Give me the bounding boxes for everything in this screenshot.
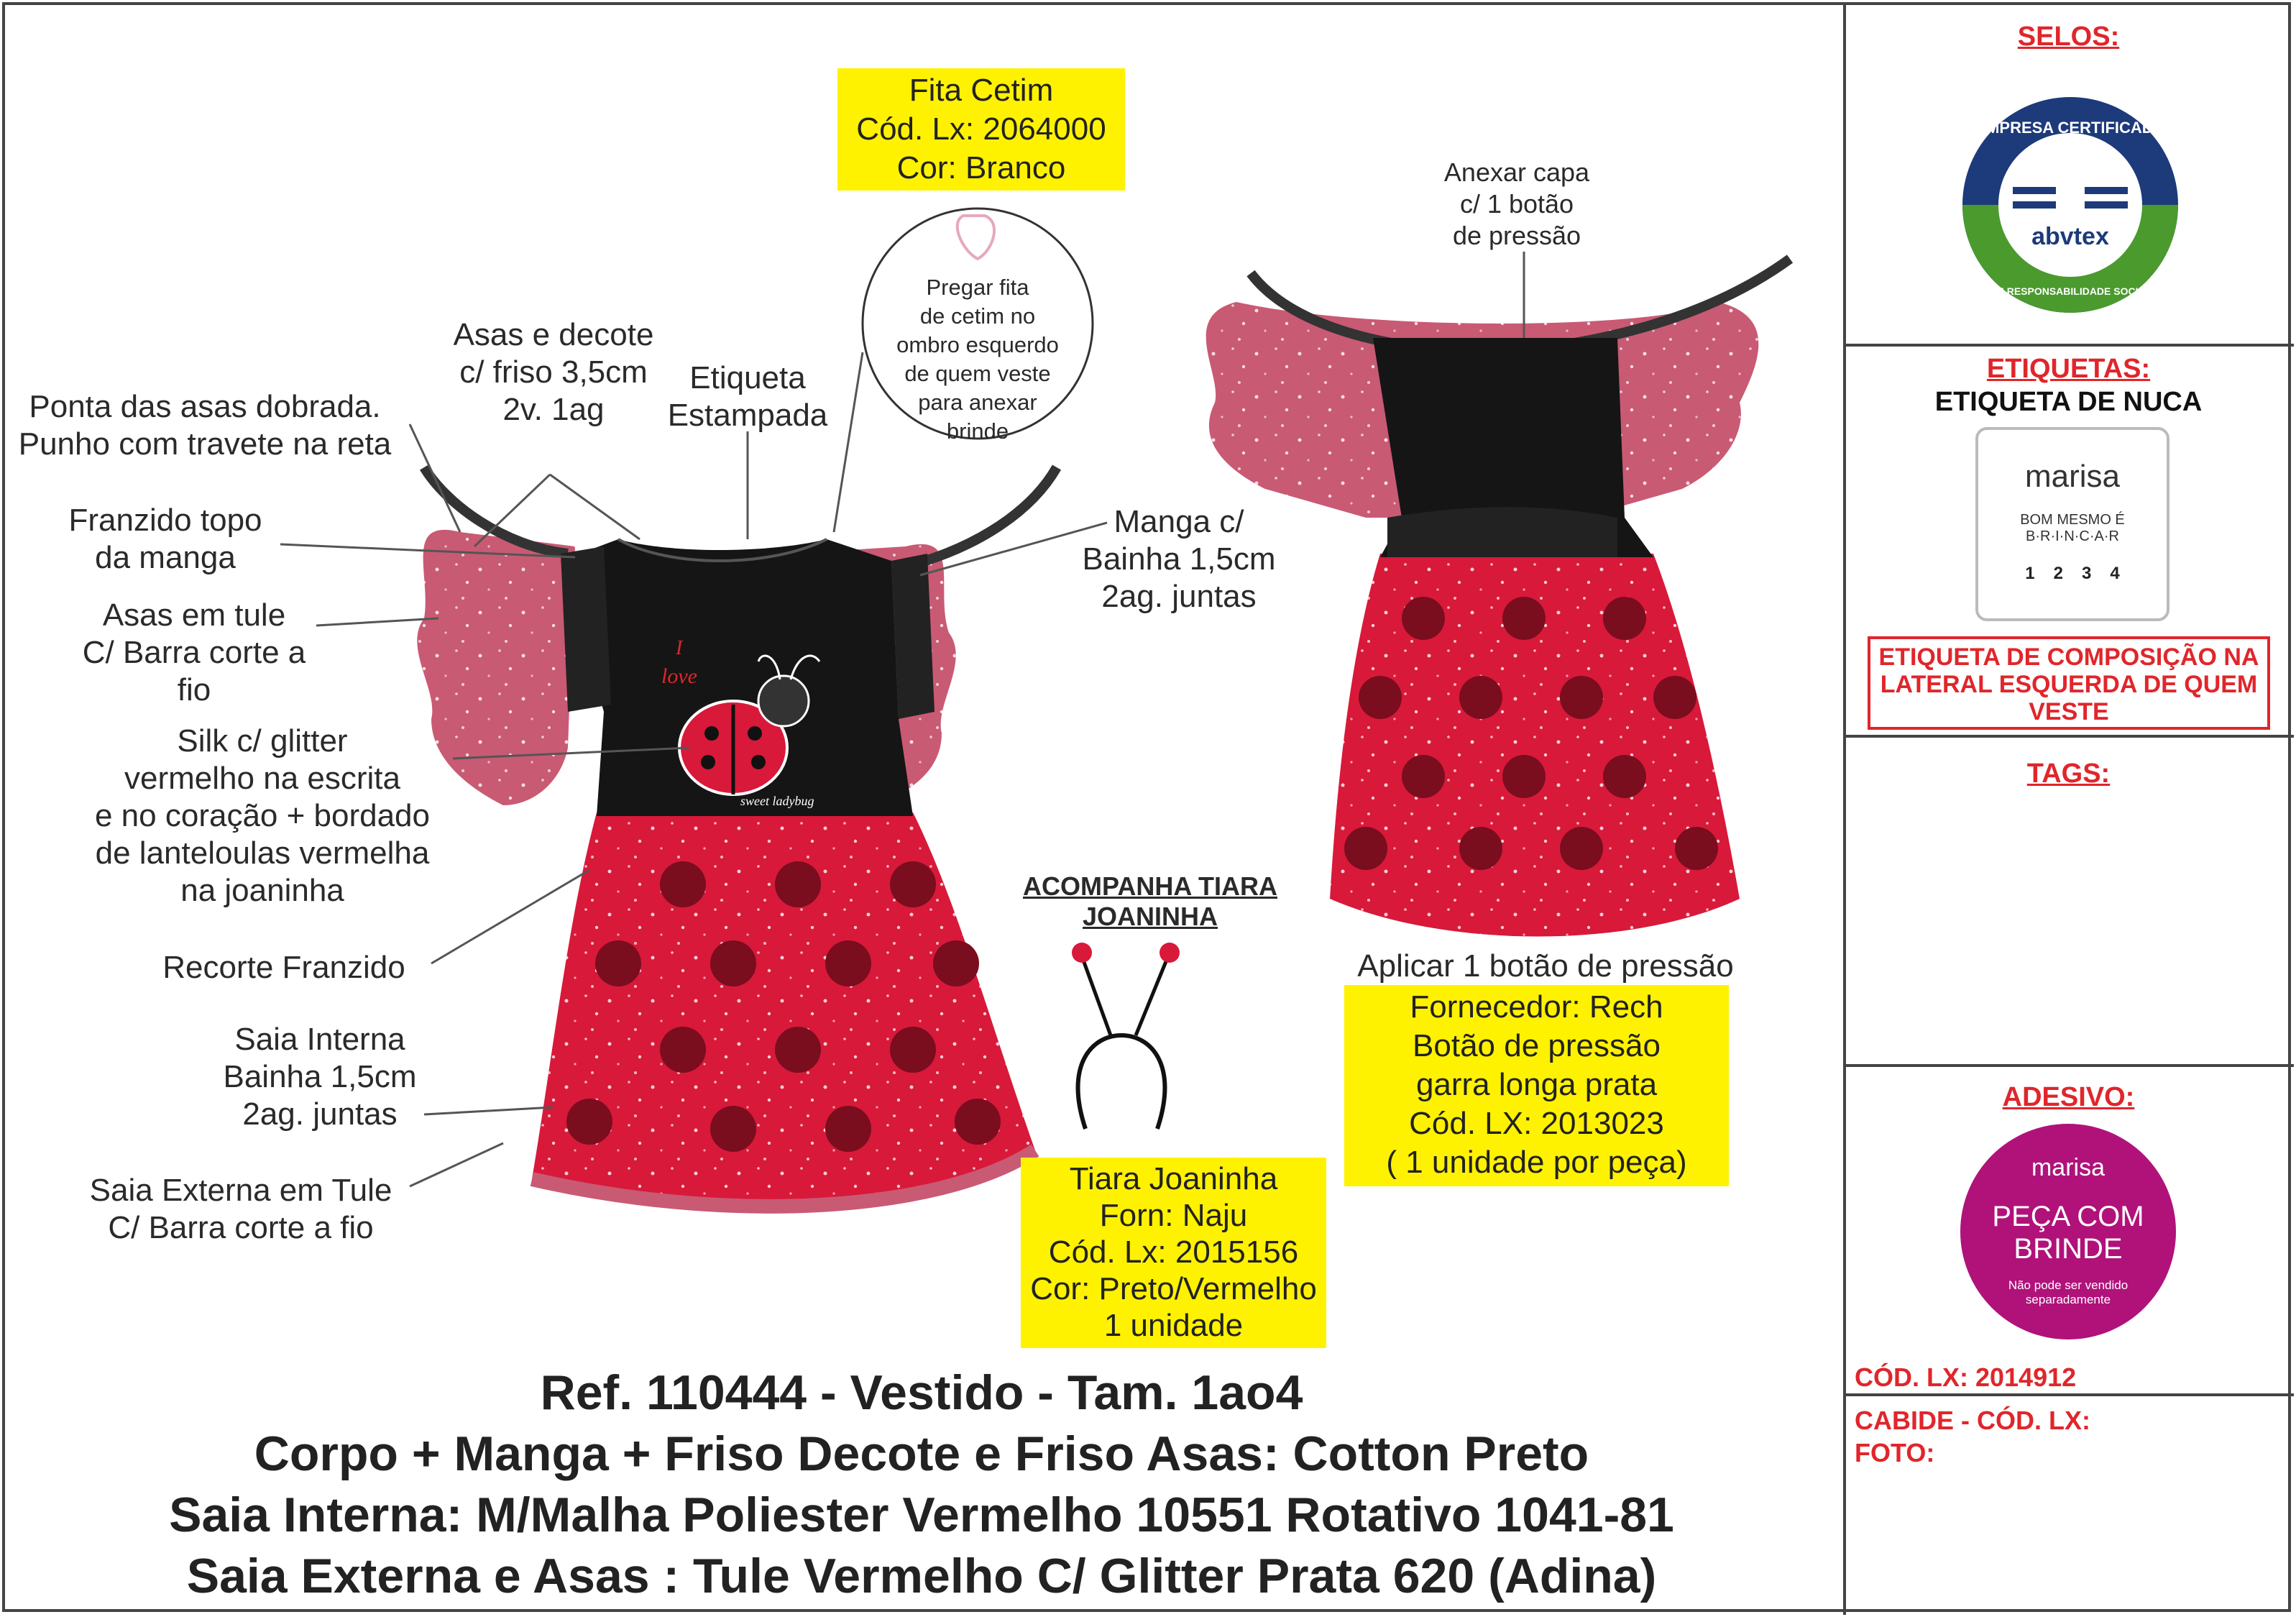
saia-interna-label: Saia Interna Bainha 1,5cm 2ag. juntas xyxy=(223,1022,417,1132)
acompanha-tiara-label: ACOMPANHA TIARA JOANINHA xyxy=(1023,871,1277,931)
adesivo-line1: PEÇA COM xyxy=(1992,1201,2144,1232)
asas-decote-label: Asas e decote c/ friso 3,5cm 2v. 1ag xyxy=(453,317,654,427)
etiquetas-title: ETIQUETAS: xyxy=(1986,354,2151,384)
size-4: 4 xyxy=(2110,564,2120,583)
sidebar-rule xyxy=(1843,1393,2294,1396)
adesivo-sticker xyxy=(1960,1124,2176,1339)
abvtex-name: abvtex xyxy=(2031,223,2109,250)
nuca-brand: marisa xyxy=(2024,459,2121,494)
nuca-line2: B·R·I·N·C·A·R xyxy=(2026,528,2119,544)
size-1: 1 xyxy=(2025,564,2035,583)
nuca-sizes xyxy=(1978,564,2167,584)
front-dress xyxy=(417,467,1057,1206)
manga-label: Manga c/ Bainha 1,5cm 2ag. juntas xyxy=(1082,504,1276,614)
print-love: love xyxy=(661,664,697,688)
print-sweet: sweet ladybug xyxy=(740,794,814,808)
ponta-asas-label: Ponta das asas dobrada. Punho com travete na reta xyxy=(18,389,392,462)
sidebar-rule xyxy=(1843,735,2294,738)
sidebar-rule xyxy=(1843,1064,2294,1067)
back-dress xyxy=(1206,259,1790,937)
cod-lx: CÓD. LX: 2014912 xyxy=(1855,1362,2077,1392)
recorte-label: Recorte Franzido xyxy=(162,950,405,985)
silk-label: Silk c/ glitter vermelho na escrita e no coração + bordado de lanteloulas vermelha na joaninha xyxy=(94,723,431,908)
adesivo-line2: BRINDE xyxy=(2013,1233,2123,1265)
abvtex-bottom: EM RESPONSABILIDADE SOCIAL xyxy=(1988,285,2152,297)
cabide: CABIDE - CÓD. LX: xyxy=(1855,1406,2090,1435)
sidebar-rule xyxy=(1843,344,2294,347)
sidebar-divider xyxy=(1843,2,1846,1615)
composicao-box: ETIQUETA DE COMPOSIÇÃO NA LATERAL ESQUERDA DE QUEM VESTE xyxy=(1868,636,2270,730)
franzido-topo-label: Franzido topo da manga xyxy=(68,503,262,575)
tiara-box: Tiara Joaninha Forn: Naju Cód. Lx: 2015156 Cor: Preto/Vermelho 1 unidade xyxy=(1021,1158,1326,1348)
adesivo-small1: Não pode ser vendido xyxy=(2008,1278,2129,1292)
foto: FOTO: xyxy=(1855,1438,1935,1467)
anexar-capa-label: Anexar capa c/ 1 botão de pressão xyxy=(1443,157,1590,250)
adesivo-small2: separadamente xyxy=(2025,1293,2111,1306)
headband xyxy=(1072,943,1180,1129)
saia-externa-line: Saia Externa e Asas : Tule Vermelho C/ Glitter Prata 620 (Adina) xyxy=(186,1549,1657,1603)
corpo-line: Corpo + Manga + Friso Decote e Friso Asas: Cotton Preto xyxy=(254,1426,1589,1481)
nuca-label xyxy=(1975,427,2169,621)
print-i: I xyxy=(676,637,683,659)
etiqueta-nuca-title: ETIQUETA DE NUCA xyxy=(1934,387,2203,417)
adesivo-brand: marisa xyxy=(2031,1154,2106,1181)
adesivo-title: ADESIVO: xyxy=(2002,1082,2135,1112)
saia-externa-label: Saia Externa em Tule C/ Barra corte a fio xyxy=(89,1173,392,1245)
ref-line: Ref. 110444 - Vestido - Tam. 1ao4 xyxy=(540,1365,1303,1420)
size-2: 2 xyxy=(2053,564,2063,583)
size-3: 3 xyxy=(2082,564,2092,583)
etiqueta-estampada-label: Etiqueta Estampada xyxy=(667,360,828,433)
pregar-fita-label: Pregar fita de cetim no ombro esquerdo de quem veste para anexar brinde xyxy=(896,275,1059,444)
abvtex-top: EMPRESA CERTIFICADA xyxy=(1975,119,2165,137)
fita-cetim-label: Fita Cetim Cód. Lx: 2064000 Cor: Branco xyxy=(837,68,1125,191)
abvtex-seal xyxy=(1955,90,2185,320)
tags-title: TAGS: xyxy=(2026,759,2111,789)
nuca-line1: BOM MESMO É xyxy=(2020,512,2125,528)
saia-interna-line: Saia Interna: M/Malha Poliester Vermelho 10551 Rotativo 1041-81 xyxy=(169,1488,1674,1542)
asas-tule-label: Asas em tule C/ Barra corte a fio xyxy=(82,597,306,707)
selos-title: SELOS: xyxy=(2017,22,2120,52)
fornecedor-box: Fornecedor: Rech Botão de pressão garra longa prata Cód. LX: 2013023 ( 1 unidade por peça) xyxy=(1344,985,1729,1186)
aplicar-botao-label: Aplicar 1 botão de pressão xyxy=(1357,948,1734,984)
